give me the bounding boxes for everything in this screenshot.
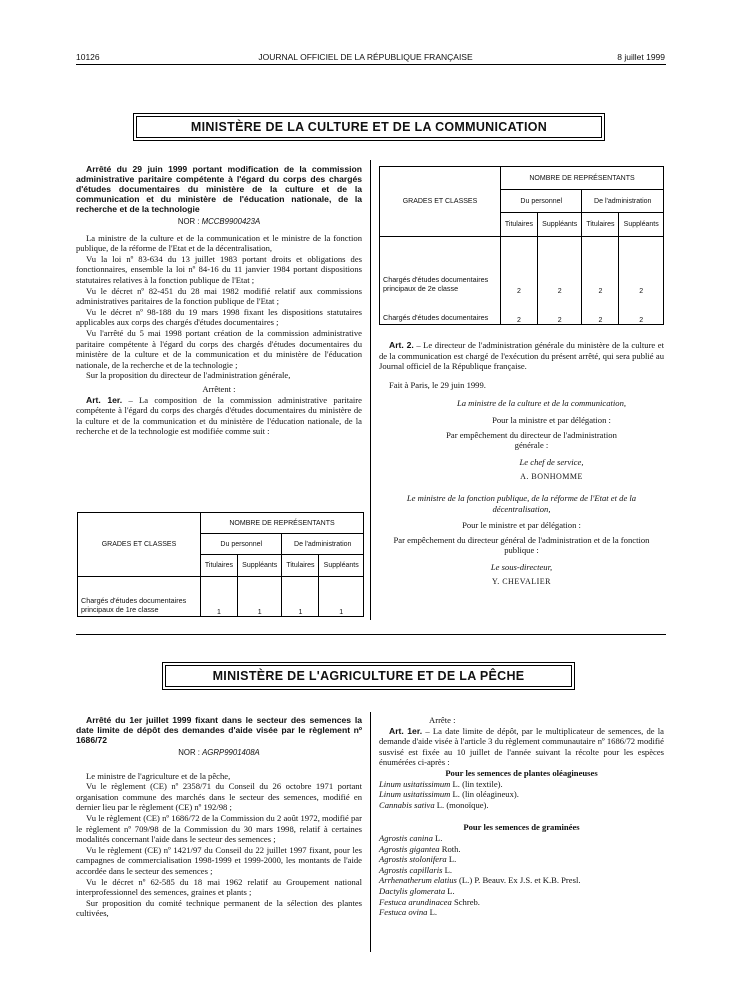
col-titulaires: Titulaires: [582, 213, 619, 237]
value-cell: 2: [537, 295, 582, 325]
ministry-banner-agriculture: MINISTÈRE DE L'AGRICULTURE ET DE LA PÊCHE: [165, 665, 572, 687]
paragraph: Vu le décret nº 62-585 du 18 mai 1962 relatif au Groupement national interprofessionnel des semences, graines et plants ;: [76, 876, 362, 898]
paragraph: Sur la proposition du directeur de l'administration générale,: [86, 370, 291, 381]
signatory-1-name: A. BONHOMME: [520, 472, 583, 482]
signatory-1-role: Le chef de service,: [519, 456, 584, 467]
article-1-text: – La date limite de dépôt, par le multiplicateur de semences, de la demande d'aide visée à l'article 3 du règlement communautaire nº 1686/72 modifié susvisé est fixée au 10 juillet de l'année suivant la récolte pour les espèces énumérées ci-après :: [379, 725, 664, 768]
signatory-2-role: Le sous-directeur,: [490, 561, 553, 572]
list-item: [379, 854, 664, 865]
grade-cell: Chargés d'études documentaires principaux de 1re classe: [78, 577, 201, 617]
col-titulaires: Titulaires: [201, 555, 238, 577]
signatory-2-delegation: Pour le ministre et par délégation :: [462, 520, 581, 531]
paragraph: Le ministre de l'agriculture et de la pêche,: [86, 770, 231, 781]
list-item: [379, 907, 664, 918]
column-divider: [370, 160, 371, 620]
species-name: Linum usitatissimum: [379, 789, 451, 800]
arrete: Arrête :: [429, 715, 456, 725]
species-name: Dactylis glomerata: [379, 885, 446, 896]
article-1: [76, 395, 362, 437]
col-grades: GRADES ET CLASSES: [78, 513, 201, 577]
list-item: [379, 865, 664, 876]
species-authority: L.: [427, 907, 437, 918]
article-1-agri: [379, 726, 664, 768]
list-item: [379, 897, 664, 908]
col-personnel: Du personnel: [501, 190, 582, 213]
col-suppleants: Suppléants: [319, 555, 364, 577]
paragraph: Sur proposition du comité technique permanent de la sélection des plantes cultivées,: [76, 897, 362, 919]
species-name: Cannabis sativa: [379, 799, 435, 810]
signatory-2-title: Le ministre de la fonction publique, de la réforme de l'Etat et de la décentralisation,: [406, 492, 637, 514]
species-authority: Schreb.: [451, 896, 480, 907]
species-list-graminees: [379, 833, 664, 918]
col-suppleants: Suppléants: [537, 213, 582, 237]
value-cell: 2: [501, 295, 538, 325]
species-name: Agrostis stolonifera: [379, 854, 447, 865]
article-1-label: Art. 1er.: [389, 725, 423, 736]
representatives-table-2: [379, 166, 664, 325]
nor-label: NOR :: [178, 748, 200, 757]
list-item: [379, 844, 664, 855]
value-cell: 2: [582, 295, 619, 325]
species-name: Festuca arundinacea: [379, 896, 452, 907]
list-item: [379, 789, 664, 800]
article-1-label: Art. 1er.: [86, 394, 123, 405]
species-authority: L.: [442, 864, 452, 875]
species-authority: L. (monoïque).: [434, 799, 489, 810]
species-authority: (L.) P. Beauv. Ex J.S. et K.B. Presl.: [456, 875, 581, 886]
grade-cell: Chargés d'études documentaires principaux de 2e classe: [380, 237, 501, 295]
list-item: [379, 886, 664, 897]
species-name: Agrostis gigantea: [379, 843, 440, 854]
species-name: Linum usitatissimum: [379, 778, 451, 789]
value-cell: 2: [501, 237, 538, 295]
heading-oleagineuses: Pour les semences de plantes oléagineuses: [445, 767, 598, 778]
paragraph: La ministre de la culture et de la communication et le ministre de la fonction publique, de la réforme de l'Etat et de la décentralisation,: [76, 232, 362, 254]
col-nombre: NOMBRE DE REPRÉSENTANTS: [201, 513, 364, 534]
species-name: Agrostis canina: [379, 832, 433, 843]
species-authority: L.: [446, 854, 457, 865]
species-list-oleagineuses: [379, 779, 664, 811]
nor-code: MCCB9900423A: [201, 217, 261, 226]
col-admin: De l'administration: [582, 190, 664, 213]
signatory-2-empechement: Par empêchement du directeur général de l'administration et de la fonction publique :: [393, 534, 650, 556]
list-item: [379, 875, 664, 886]
column-divider: [370, 712, 371, 952]
representatives-table-1: [77, 512, 364, 617]
arrete-title-agriculture: Arrêté du 1er juillet 1999 fixant dans le secteur des semences la date limite de dépôt des demandes d'aide visée par le règlement nº 1686/72: [76, 715, 362, 745]
heading-graminees: Pour les semences de graminées: [463, 822, 580, 833]
paragraph: Vu l'arrêté du 5 mai 1998 portant création de la commission administrative paritaire compétente à l'égard du corps des chargés d'études documentaires du ministère de la culture et de la communication et du ministère de l'éducation nationale, de la recherche et de la technologie ;: [76, 327, 362, 370]
journal-title: JOURNAL OFFICIEL DE LA RÉPUBLIQUE FRANÇAISE: [258, 52, 473, 62]
col-suppleants: Suppléants: [619, 213, 664, 237]
species-name: Arrhenatherum elatius: [379, 875, 457, 886]
nor-code: AGRP9901408A: [202, 748, 260, 757]
fait-a-paris: Fait à Paris, le 29 juin 1999.: [389, 379, 486, 390]
nor-agriculture: [76, 748, 362, 759]
species-authority: L.: [432, 832, 443, 843]
value-cell: 1: [282, 577, 319, 617]
paragraph: Vu le règlement (CE) nº 1686/72 de la Commission du 2 août 1972, modifié par le règlement nº 709/98 de la Commission du 30 mars 1998, relatif à certaines modalités concernant l'aide dans le secteur des semences ;: [76, 812, 362, 845]
col-titulaires: Titulaires: [282, 555, 319, 577]
article-2-label: Art. 2.: [389, 340, 414, 350]
paragraph: Vu le règlement (CE) nº 2358/71 du Conseil du 26 octobre 1971 portant organisation commune des marchés dans le secteur des semences, modifié en dernier lieu par le règlement (CE) nº 192/98 ;: [76, 781, 362, 813]
col-nombre: NOMBRE DE REPRÉSENTANTS: [501, 167, 664, 190]
arretent: Arrêtent :: [202, 383, 236, 394]
species-name: Agrostis capillaris: [379, 864, 443, 875]
article-2-text: – Le directeur de l'administration générale du ministère de la culture et de la communication est chargé de l'exécution du présent arrêté, qui sera publié au Journal officiel de la République française.: [379, 340, 664, 372]
ministry-banner-culture: MINISTÈRE DE LA CULTURE ET DE LA COMMUNICATION: [136, 116, 602, 138]
species-authority: L.: [445, 885, 455, 896]
page-number: 10126: [76, 52, 100, 62]
value-cell: 2: [582, 237, 619, 295]
table-row: [380, 237, 664, 295]
section-divider: [76, 634, 666, 635]
list-item: [379, 800, 664, 811]
signatory-2-name: Y. CHEVALIER: [491, 576, 552, 586]
issue-date: 8 juillet 1999: [617, 52, 665, 62]
col-grades: GRADES ET CLASSES: [380, 167, 501, 237]
table-row: [78, 577, 364, 617]
value-cell: 1: [201, 577, 238, 617]
value-cell: 2: [619, 237, 664, 295]
article-1-text: – La composition de la commission administrative paritaire compétente à l'égard du corps des chargés d'études documentaires du ministère de la culture et de la communication et du ministère de l'éducation nationale, de la recherche et de la technologie est modifiée comme suit :: [76, 394, 362, 437]
section2-right-column: [379, 715, 664, 918]
species-authority: L. (lin textile).: [450, 778, 503, 789]
value-cell: 1: [319, 577, 364, 617]
paragraph: Vu la loi nº 83-634 du 13 juillet 1983 portant droits et obligations des fonctionnaires, ensemble la loi nº 84-16 du 11 janvier 1984 portant dispositions statutaires relatives à la fonction publique de l'Etat ;: [76, 253, 362, 285]
paragraph: Vu le règlement (CE) nº 1421/97 du Conseil du 22 juillet 1997 fixant, pour les campagnes de commercialisation 1998-1999 et 1999-2000, les montants de l'aide accordée dans le secteur des semences ;: [76, 844, 362, 876]
nor-label: NOR :: [177, 217, 200, 226]
list-item: [379, 779, 664, 790]
nor-culture: [76, 217, 362, 228]
paragraph: Vu le décret nº 82-451 du 28 mai 1982 modifié relatif aux commissions administratives paritaires de la fonction publique de l'Etat ;: [76, 285, 362, 307]
paragraph: Vu le décret nº 98-188 du 19 mars 1998 fixant les dispositions statutaires applicables aux corps des chargés d'études documentaires ;: [76, 306, 362, 328]
col-titulaires: Titulaires: [501, 213, 538, 237]
species-authority: Roth.: [439, 843, 461, 854]
section2-left-column: [76, 715, 362, 919]
value-cell: 2: [537, 237, 582, 295]
value-cell: 1: [237, 577, 282, 617]
section1-right-column: [379, 340, 664, 587]
list-item: [379, 833, 664, 844]
section1-left-column: [76, 164, 362, 437]
arrete-title-culture: Arrêté du 29 juin 1999 portant modification de la commission administrative paritaire compétente à l'égard du corps des chargés d'études documentaires du ministère de la culture et de la communication et du ministère de l'éducation nationale, de la recherche et de la technologie: [76, 164, 362, 214]
grade-cell: Chargés d'études documentaires: [380, 295, 501, 325]
value-cell: 2: [619, 295, 664, 325]
article-2: [379, 340, 664, 372]
signatory-1-title: La ministre de la culture et de la communication,: [456, 398, 627, 409]
header-rule: [76, 64, 666, 65]
species-authority: L. (lin oléagineux).: [450, 789, 519, 800]
signatory-1-delegation: Pour la ministre et par délégation :: [492, 414, 611, 425]
signatory-1-empechement: Par empêchement du directeur de l'administration générale :: [446, 429, 617, 451]
table-row: [380, 295, 664, 325]
col-admin: De l'administration: [282, 534, 364, 555]
species-name: Festuca ovina: [379, 907, 428, 918]
col-suppleants: Suppléants: [237, 555, 282, 577]
col-personnel: Du personnel: [201, 534, 282, 555]
